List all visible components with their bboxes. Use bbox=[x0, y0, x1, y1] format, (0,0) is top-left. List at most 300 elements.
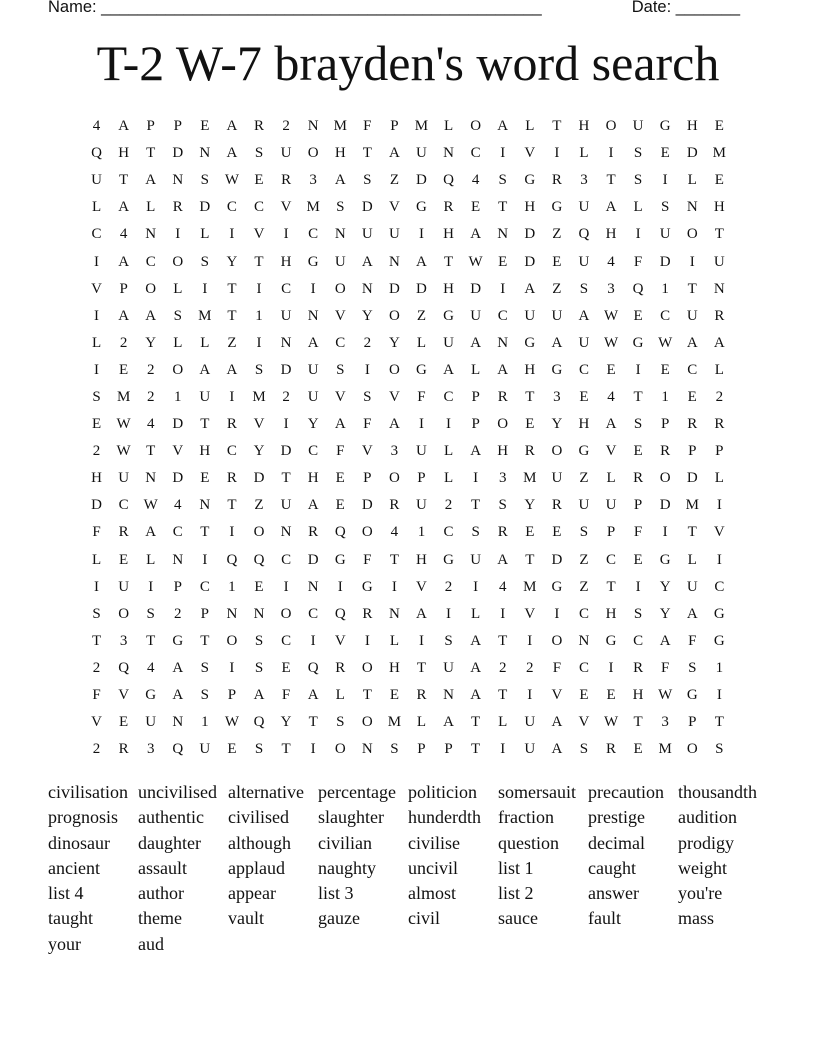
grid-letter: H bbox=[497, 443, 509, 460]
word-bank-item: list 3 bbox=[318, 883, 354, 904]
grid-letter: Q bbox=[253, 714, 265, 731]
grid-letter: C bbox=[145, 253, 156, 270]
grid-letter: P bbox=[173, 118, 182, 135]
grid-letter: F bbox=[552, 659, 562, 676]
grid-letter: V bbox=[361, 443, 373, 460]
grid-letter: Y bbox=[280, 714, 292, 731]
grid-letter: S bbox=[715, 741, 724, 758]
grid-letter: Y bbox=[524, 497, 536, 514]
grid-letter: A bbox=[145, 307, 157, 324]
grid-letter: N bbox=[497, 334, 509, 351]
grid-letter: A bbox=[416, 253, 427, 270]
grid-letter: N bbox=[145, 226, 157, 243]
grid-letter: C bbox=[281, 280, 292, 297]
grid-letter: I bbox=[635, 361, 641, 378]
grid-row bbox=[83, 303, 733, 330]
grid-letter: T bbox=[362, 145, 372, 162]
grid-letter: 2 bbox=[146, 388, 155, 405]
grid-letter: S bbox=[336, 714, 345, 731]
grid-letter: G bbox=[443, 551, 454, 568]
grid-letter: S bbox=[336, 199, 345, 216]
grid-letter: Y bbox=[145, 334, 157, 351]
grid-letter: N bbox=[199, 497, 211, 514]
grid-letter: M bbox=[523, 578, 537, 595]
grid-letter: W bbox=[116, 416, 131, 433]
grid-letter: G bbox=[551, 578, 563, 595]
grid-letter: E bbox=[525, 416, 535, 433]
grid-letter: 1 bbox=[661, 280, 669, 297]
grid-letter: G bbox=[524, 334, 536, 351]
grid-letter: H bbox=[686, 118, 698, 135]
word-bank-item: somersauit bbox=[498, 782, 576, 802]
grid-letter: Q bbox=[443, 172, 454, 189]
grid-letter: H bbox=[632, 687, 644, 704]
grid-letter: V bbox=[551, 687, 563, 704]
grid-letter: F bbox=[336, 443, 345, 460]
grid-letter: U bbox=[578, 253, 590, 270]
grid-letter: A bbox=[686, 334, 698, 351]
grid-letter: I bbox=[473, 578, 479, 595]
grid-letter: Z bbox=[416, 307, 427, 324]
grid-letter: C bbox=[308, 605, 319, 622]
grid-letter: S bbox=[633, 172, 643, 189]
grid-letter: P bbox=[119, 280, 128, 297]
grid-letter: U bbox=[605, 497, 617, 514]
grid-letter: T bbox=[606, 172, 616, 189]
grid-letter: Z bbox=[579, 578, 589, 595]
grid-letter: G bbox=[632, 334, 644, 351]
grid-letter: I bbox=[608, 145, 614, 162]
word-bank-item: assault bbox=[138, 857, 187, 878]
grid-letter: C bbox=[578, 361, 589, 378]
grid-letter: H bbox=[578, 416, 590, 433]
letter-grid bbox=[83, 113, 733, 763]
word-bank-item: list 4 bbox=[48, 883, 84, 904]
grid-row bbox=[83, 465, 733, 492]
grid-row bbox=[83, 628, 733, 655]
grid-letter: L bbox=[714, 361, 724, 378]
grid-letter: C bbox=[118, 497, 129, 514]
grid-letter: T bbox=[362, 687, 372, 704]
grid-letter: F bbox=[363, 551, 372, 568]
grid-letter: R bbox=[118, 524, 129, 541]
grid-letter: E bbox=[552, 524, 562, 541]
grid-letter: T bbox=[471, 497, 481, 514]
grid-letter: 4 bbox=[146, 659, 155, 676]
grid-letter: R bbox=[714, 307, 725, 324]
grid-letter: W bbox=[603, 714, 619, 731]
grid-letter: L bbox=[146, 199, 156, 216]
grid-letter: N bbox=[307, 307, 319, 324]
grid-letter: W bbox=[143, 497, 158, 514]
grid-letter: H bbox=[118, 145, 130, 162]
grid-letter: 1 bbox=[661, 388, 669, 405]
grid-row bbox=[83, 113, 733, 140]
grid-letter: R bbox=[389, 497, 400, 514]
grid-letter: O bbox=[551, 443, 563, 460]
grid-letter: N bbox=[253, 605, 265, 622]
grid-letter: E bbox=[660, 145, 670, 162]
grid-letter: T bbox=[525, 551, 535, 568]
grid-letter: O bbox=[361, 659, 373, 676]
grid-letter: P bbox=[200, 605, 210, 622]
grid-letter: A bbox=[551, 741, 563, 758]
grid-letter: I bbox=[283, 578, 289, 595]
grid-letter: S bbox=[633, 145, 643, 162]
grid-row bbox=[83, 547, 733, 574]
grid-letter: 4 bbox=[607, 253, 615, 270]
grid-letter: U bbox=[307, 361, 319, 378]
grid-letter: N bbox=[199, 145, 211, 162]
grid-letter: Q bbox=[118, 659, 130, 676]
grid-letter: I bbox=[446, 605, 452, 622]
grid-letter: U bbox=[334, 253, 346, 270]
grid-letter: V bbox=[91, 714, 102, 731]
grid-letter: R bbox=[524, 443, 535, 460]
grid-letter: N bbox=[307, 118, 319, 135]
grid-letter: L bbox=[443, 470, 454, 487]
grid-letter: F bbox=[417, 388, 426, 405]
grid-row bbox=[83, 601, 733, 628]
grid-letter: V bbox=[118, 687, 130, 704]
grid-letter: A bbox=[470, 632, 482, 649]
grid-letter: O bbox=[307, 145, 319, 162]
grid-letter: E bbox=[606, 687, 616, 704]
word-bank-item: precaution bbox=[588, 782, 664, 802]
grid-letter: L bbox=[146, 551, 156, 568]
grid-letter: V bbox=[605, 443, 617, 460]
grid-letter: O bbox=[334, 280, 346, 297]
grid-letter: U bbox=[416, 443, 427, 460]
word-bank-item: fault bbox=[588, 908, 621, 929]
grid-letter: I bbox=[391, 578, 397, 595]
grid-letter: O bbox=[361, 524, 373, 541]
grid-letter: R bbox=[660, 443, 671, 460]
grid-letter: O bbox=[334, 741, 346, 758]
grid-letter: 2 bbox=[444, 497, 453, 514]
grid-letter: E bbox=[91, 416, 102, 433]
grid-letter: G bbox=[659, 118, 671, 135]
grid-letter: W bbox=[116, 443, 131, 460]
grid-letter: D bbox=[659, 497, 671, 514]
grid-letter: V bbox=[524, 605, 536, 622]
grid-letter: L bbox=[687, 172, 697, 189]
grid-letter: C bbox=[470, 145, 481, 162]
grid-letter: I bbox=[94, 307, 100, 324]
grid-row bbox=[83, 682, 733, 709]
grid-letter: G bbox=[334, 551, 346, 568]
grid-letter: S bbox=[254, 361, 264, 378]
grid-row bbox=[83, 492, 733, 519]
grid-letter: I bbox=[202, 280, 208, 297]
grid-letter: N bbox=[280, 524, 292, 541]
grid-letter: U bbox=[280, 307, 292, 324]
grid-letter: L bbox=[335, 687, 345, 704]
grid-letter: L bbox=[687, 551, 697, 568]
grid-letter: A bbox=[470, 226, 482, 243]
grid-letter: F bbox=[281, 687, 291, 704]
grid-letter: I bbox=[716, 687, 722, 704]
grid-letter: G bbox=[443, 307, 454, 324]
grid-letter: D bbox=[524, 253, 536, 270]
grid-letter: A bbox=[524, 280, 536, 297]
grid-letter: R bbox=[226, 470, 237, 487]
grid-letter: L bbox=[200, 334, 210, 351]
grid-letter: C bbox=[281, 551, 292, 568]
grid-letter: T bbox=[227, 497, 237, 514]
grid-letter: L bbox=[173, 280, 183, 297]
grid-letter: H bbox=[307, 470, 319, 487]
grid-letter: C bbox=[281, 632, 292, 649]
word-bank-item: vault bbox=[228, 908, 264, 929]
grid-letter: U bbox=[524, 307, 536, 324]
grid-letter: I bbox=[94, 253, 100, 270]
grid-letter: T bbox=[389, 551, 399, 568]
grid-letter: I bbox=[229, 226, 235, 243]
grid-letter: S bbox=[336, 361, 345, 378]
grid-letter: A bbox=[470, 443, 482, 460]
grid-letter: A bbox=[334, 172, 346, 189]
grid-letter: T bbox=[471, 714, 481, 731]
grid-letter: F bbox=[363, 118, 372, 135]
grid-letter: H bbox=[199, 443, 211, 460]
grid-letter: G bbox=[578, 443, 590, 460]
word-bank-item: thousandth bbox=[678, 782, 757, 802]
grid-letter: U bbox=[578, 334, 590, 351]
grid-letter: I bbox=[635, 578, 641, 595]
grid-letter: V bbox=[334, 388, 346, 405]
grid-row bbox=[83, 330, 733, 357]
grid-letter: U bbox=[443, 659, 454, 676]
grid-letter: F bbox=[688, 632, 697, 649]
grid-letter: U bbox=[145, 714, 157, 731]
grid-letter: R bbox=[633, 470, 644, 487]
grid-letter: H bbox=[443, 226, 454, 243]
word-bank-item: mass bbox=[678, 908, 714, 929]
grid-letter: 1 bbox=[228, 578, 236, 595]
grid-letter: L bbox=[416, 714, 427, 731]
grid-letter: E bbox=[660, 361, 670, 378]
word-bank-item: naughty bbox=[318, 857, 376, 878]
grid-letter: S bbox=[200, 659, 210, 676]
grid-letter: 2 bbox=[715, 388, 724, 405]
word-bank-item: civilise bbox=[408, 832, 460, 853]
grid-letter: T bbox=[281, 741, 291, 758]
grid-letter: I bbox=[554, 605, 560, 622]
grid-letter: E bbox=[119, 714, 129, 731]
grid-letter: P bbox=[715, 443, 724, 460]
name-field-label: Name: ________________________________________________ bbox=[48, 0, 542, 16]
grid-letter: T bbox=[525, 388, 535, 405]
grid-letter: A bbox=[713, 334, 725, 351]
grid-letter: N bbox=[145, 470, 157, 487]
grid-letter: P bbox=[390, 118, 399, 135]
word-bank bbox=[48, 780, 768, 957]
word-bank-item: alternative bbox=[228, 782, 304, 802]
grid-letter: Q bbox=[632, 280, 644, 297]
grid-letter: T bbox=[687, 280, 697, 297]
grid-letter: I bbox=[527, 632, 533, 649]
grid-letter: T bbox=[227, 307, 237, 324]
grid-letter: C bbox=[172, 524, 183, 541]
word-bank-item: uncivil bbox=[408, 857, 458, 878]
grid-row bbox=[83, 357, 733, 384]
grid-letter: R bbox=[633, 659, 644, 676]
word-bank-item: prestige bbox=[588, 807, 645, 828]
grid-letter: N bbox=[334, 226, 346, 243]
grid-letter: R bbox=[551, 497, 562, 514]
word-bank-item: almost bbox=[408, 883, 456, 904]
word-bank-item: civilised bbox=[228, 807, 289, 828]
grid-letter: G bbox=[524, 172, 536, 189]
grid-letter: T bbox=[471, 741, 481, 758]
word-bank-item: question bbox=[498, 832, 559, 853]
grid-letter: C bbox=[687, 361, 698, 378]
grid-letter: C bbox=[226, 199, 237, 216]
word-bank-item: you're bbox=[678, 883, 723, 904]
grid-letter: V bbox=[280, 199, 292, 216]
grid-letter: I bbox=[418, 632, 424, 649]
grid-letter: 3 bbox=[119, 632, 128, 649]
word-bank-item: ancient bbox=[48, 857, 100, 878]
grid-letter: V bbox=[91, 280, 102, 297]
grid-row bbox=[83, 519, 733, 546]
grid-letter: O bbox=[388, 361, 400, 378]
grid-letter: L bbox=[471, 605, 481, 622]
grid-letter: A bbox=[416, 605, 427, 622]
grid-letter: I bbox=[94, 361, 100, 378]
grid-letter: C bbox=[578, 605, 589, 622]
grid-letter: I bbox=[283, 226, 289, 243]
grid-letter: T bbox=[498, 199, 508, 216]
grid-letter: O bbox=[226, 632, 238, 649]
grid-letter: 1 bbox=[417, 524, 426, 541]
grid-letter: P bbox=[633, 497, 643, 514]
grid-letter: L bbox=[173, 334, 183, 351]
grid-letter: H bbox=[388, 659, 400, 676]
grid-letter: E bbox=[119, 551, 129, 568]
grid-letter: E bbox=[200, 470, 210, 487]
grid-letter: E bbox=[633, 551, 643, 568]
grid-letter: S bbox=[200, 253, 210, 270]
grid-letter: N bbox=[443, 687, 454, 704]
grid-letter: T bbox=[227, 280, 237, 297]
grid-letter: C bbox=[226, 443, 237, 460]
grid-letter: A bbox=[578, 307, 590, 324]
grid-letter: E bbox=[119, 361, 129, 378]
grid-letter: U bbox=[632, 118, 644, 135]
grid-letter: H bbox=[605, 226, 617, 243]
grid-letter: U bbox=[416, 145, 427, 162]
grid-letter: L bbox=[714, 470, 724, 487]
grid-letter: T bbox=[119, 172, 129, 189]
grid-letter: O bbox=[145, 280, 157, 297]
grid-letter: O bbox=[280, 605, 292, 622]
grid-letter: A bbox=[307, 497, 319, 514]
grid-row bbox=[83, 167, 733, 194]
word-bank-item: list 1 bbox=[498, 857, 534, 878]
grid-letter: S bbox=[254, 145, 264, 162]
grid-letter: R bbox=[687, 416, 698, 433]
grid-row bbox=[83, 384, 733, 411]
word-bank-item: taught bbox=[48, 908, 93, 929]
grid-letter: I bbox=[229, 659, 235, 676]
grid-letter: 2 bbox=[92, 741, 101, 758]
grid-letter: U bbox=[551, 307, 563, 324]
grid-letter: A bbox=[118, 199, 130, 216]
grid-letter: C bbox=[91, 226, 102, 243]
grid-letter: C bbox=[714, 578, 725, 595]
grid-letter: 2 bbox=[119, 334, 128, 351]
grid-letter: I bbox=[554, 145, 560, 162]
grid-letter: S bbox=[444, 632, 453, 649]
grid-letter: I bbox=[689, 253, 695, 270]
grid-letter: L bbox=[498, 714, 508, 731]
grid-letter: G bbox=[659, 551, 671, 568]
grid-letter: D bbox=[659, 253, 671, 270]
grid-letter: C bbox=[254, 199, 265, 216]
grid-letter: I bbox=[256, 280, 262, 297]
word-bank-item: hunderdth bbox=[408, 807, 481, 828]
grid-letter: W bbox=[658, 334, 673, 351]
grid-letter: Z bbox=[227, 334, 237, 351]
grid-letter: T bbox=[633, 714, 643, 731]
word-bank-item: applaud bbox=[228, 857, 285, 878]
grid-letter: A bbox=[443, 714, 454, 731]
grid-letter: M bbox=[685, 497, 699, 514]
grid-letter: G bbox=[551, 199, 563, 216]
grid-letter: M bbox=[306, 199, 320, 216]
grid-letter: S bbox=[92, 605, 101, 622]
grid-letter: 4 bbox=[390, 524, 399, 541]
grid-letter: Q bbox=[307, 659, 319, 676]
grid-letter: C bbox=[660, 307, 671, 324]
grid-letter: U bbox=[659, 226, 671, 243]
grid-letter: A bbox=[551, 334, 563, 351]
grid-letter: A bbox=[686, 605, 698, 622]
grid-letter: S bbox=[200, 172, 210, 189]
grid-letter: C bbox=[335, 334, 346, 351]
grid-letter: M bbox=[414, 118, 429, 135]
grid-letter: A bbox=[307, 687, 319, 704]
grid-letter: M bbox=[252, 388, 266, 405]
grid-letter: S bbox=[661, 199, 670, 216]
grid-letter: U bbox=[280, 145, 292, 162]
word-bank-item: authentic bbox=[138, 807, 204, 828]
grid-letter: A bbox=[470, 659, 482, 676]
grid-letter: M bbox=[387, 714, 402, 731]
grid-letter: 2 bbox=[282, 388, 290, 405]
grid-letter: H bbox=[280, 253, 292, 270]
grid-letter: I bbox=[364, 361, 370, 378]
grid-letter: F bbox=[661, 659, 670, 676]
grid-letter: O bbox=[361, 714, 373, 731]
grid-letter: U bbox=[118, 578, 130, 595]
word-bank-item: slaughter bbox=[318, 807, 384, 828]
grid-letter: T bbox=[146, 632, 156, 649]
grid-letter: R bbox=[308, 524, 319, 541]
grid-letter: F bbox=[363, 416, 372, 433]
grid-letter: 4 bbox=[119, 226, 128, 243]
grid-letter: 3 bbox=[309, 172, 317, 189]
grid-letter: I bbox=[364, 632, 370, 649]
grid-letter: P bbox=[227, 687, 237, 704]
grid-letter: W bbox=[224, 714, 240, 731]
grid-letter: I bbox=[473, 470, 479, 487]
grid-letter: S bbox=[498, 497, 507, 514]
grid-letter: M bbox=[116, 388, 131, 405]
grid-letter: A bbox=[497, 118, 509, 135]
